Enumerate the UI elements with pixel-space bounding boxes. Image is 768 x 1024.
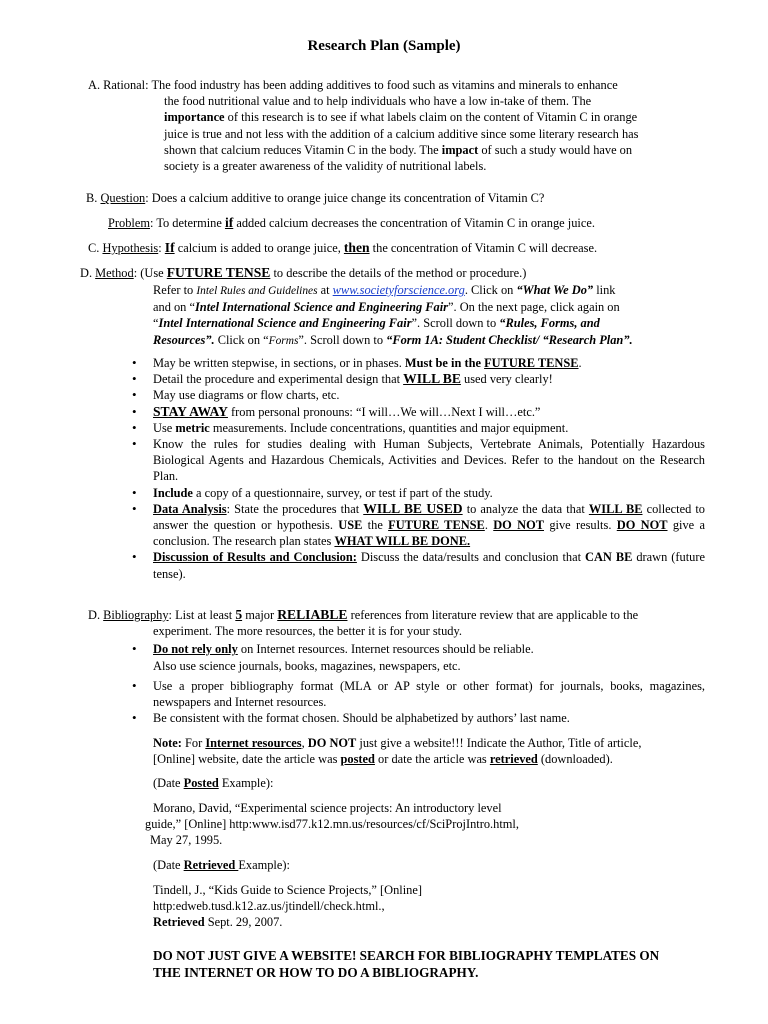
page-title: Research Plan (Sample)	[307, 38, 461, 54]
list-item	[130, 420, 705, 436]
refer-text: at	[317, 283, 333, 297]
list-item	[130, 404, 705, 420]
rational-text	[164, 142, 698, 158]
citation-line: Morano, David, “Experimental science projects: An introductory level	[153, 801, 502, 815]
hypothesis-text: :	[158, 241, 165, 255]
hypothesis-if-emphasis: If	[164, 240, 175, 255]
rational-text: society is a greater awareness of the validity of nutritional labels.	[164, 159, 487, 174]
list-item	[130, 678, 705, 710]
bullet-text: Discuss the data/results and conclusion that	[356, 550, 585, 565]
rational-label: A. Rational:	[88, 78, 152, 92]
bullet-emphasis: WILL BE USED	[363, 500, 463, 516]
bibliography-heading	[88, 607, 713, 623]
refer-text: . Click on	[464, 283, 517, 297]
refer-text: and on “	[153, 300, 195, 315]
method-prefix: D.	[80, 266, 96, 280]
retrieved-label: Retrieved	[153, 915, 205, 930]
question-label: Question	[100, 191, 146, 205]
refer-line	[153, 299, 705, 315]
method-text: to describe the details of the method or procedure.)	[270, 266, 527, 280]
intel-rules-text: Intel Rules and Guidelines	[196, 285, 318, 297]
bullet-text: Also use science journals, books, magazines, newspapers, etc.	[153, 659, 461, 673]
bibliography-prefix: D.	[88, 608, 104, 622]
future-tense-emphasis: FUTURE TENSE	[166, 265, 271, 280]
note-emphasis: retrieved	[489, 752, 538, 767]
list-item	[130, 355, 705, 371]
hypothesis-label: Hypothesis	[102, 241, 159, 255]
list-item	[130, 710, 705, 726]
note-text: just give a website!!! Indicate the Author, Title of article,	[356, 736, 642, 750]
note-text: (downloaded).	[537, 752, 613, 767]
bullet-text: May be written stepwise, in sections, or in phases.	[153, 356, 405, 370]
bullet-emphasis: WILL BE	[403, 371, 461, 387]
posted-example-heading	[153, 775, 713, 791]
rational-text: The food industry has been adding additives to food such as vitamins and minerals to enhance	[151, 78, 618, 92]
rational-text-part: shown that calcium reduces Vitamin C in the body. The	[164, 142, 442, 157]
example-heading-emphasis: Retrieved	[183, 858, 239, 872]
bullet-emphasis: FUTURE TENSE	[484, 356, 579, 370]
example-heading-text: Example):	[238, 858, 290, 872]
refer-text: ”. On the next page, click again on	[448, 300, 620, 315]
resources-emphasis: Resources”.	[153, 332, 215, 347]
bullet-emphasis: CAN BE	[585, 550, 633, 565]
isef-emphasis: Intel International Science and Engineering Fair	[158, 316, 412, 331]
bibliography-also-line	[153, 658, 713, 674]
rational-text-part: of this research is to see if what labels claim on the content of Vitamin C in orange	[224, 110, 638, 125]
bullet-text: Use	[153, 420, 176, 435]
question-section	[86, 190, 726, 206]
refer-text: link	[593, 283, 616, 297]
internet-note	[153, 735, 713, 767]
example-heading-text: (Date	[153, 858, 184, 872]
problem-text: added calcium decreases the concentration of Vitamin C in orange juice.	[233, 216, 595, 230]
method-refer-paragraph	[153, 282, 705, 349]
bullet-text: on Internet resources. Internet resources should be reliable.	[237, 642, 534, 656]
isef-emphasis: Intel International Science and Engineering Fair	[194, 300, 449, 315]
note-line	[153, 751, 713, 767]
bullet-text: Detail the procedure and experimental design that	[153, 372, 404, 387]
example-heading-text: Example):	[218, 776, 274, 790]
method-section	[80, 265, 720, 281]
question-text: : Does a calcium additive to orange juice change its concentration of Vitamin C?	[145, 191, 545, 205]
problem-label: Problem	[108, 216, 150, 230]
list-item	[130, 641, 705, 657]
example-heading-emphasis: Posted	[183, 776, 219, 790]
warning-line: DO NOT JUST GIVE A WEBSITE! SEARCH FOR BIBLIOGRAPHY TEMPLATES ON	[153, 948, 660, 963]
bullet-text: .	[578, 356, 582, 370]
rational-line-1	[88, 77, 698, 93]
bullet-text: a copy of a questionnaire, survey, or test if part of the study.	[192, 485, 493, 500]
bullet-text: : State the procedures that	[226, 501, 364, 516]
retrieved-example-heading	[153, 857, 713, 873]
bullet-text: .	[484, 518, 494, 533]
warning-line: THE INTERNET OR HOW TO DO A BIBLIOGRAPHY.	[153, 965, 479, 980]
bullet-emphasis: WILL BE	[588, 501, 643, 516]
retrieved-example-citation	[153, 882, 713, 931]
bibliography-text: major	[242, 608, 278, 622]
refer-text: “	[153, 316, 159, 331]
method-text: : (Use	[133, 266, 167, 280]
importance-emphasis: importance	[164, 110, 225, 125]
bullet-text: to analyze the data that	[462, 501, 589, 516]
rational-text	[164, 109, 698, 125]
bullet-text: drawn (future tense).	[153, 550, 705, 581]
bullet-text: May use diagrams or flow charts, etc.	[153, 388, 340, 403]
what-we-do-emphasis: “What We Do”	[516, 283, 594, 297]
bibliography-text: : List at least	[168, 608, 236, 622]
bibliography-bullet-list-2	[130, 678, 705, 727]
hypothesis-section	[88, 240, 728, 256]
bullet-emphasis: DO NOT	[493, 518, 544, 533]
bullet-text: measurements. Include concentrations, quantities and major equipment.	[209, 420, 569, 435]
rational-section	[88, 77, 698, 174]
rational-text-part: of such a study would have on	[478, 142, 633, 157]
example-heading-text: (Date	[153, 776, 184, 790]
note-emphasis: posted	[340, 752, 375, 767]
bibliography-text: references from literature review that are applicable to the	[347, 608, 639, 622]
bullet-emphasis: metric	[175, 420, 210, 435]
society-for-science-link[interactable]: www.societyforscience.org	[332, 283, 465, 297]
citation-line: guide,” [Online] http:www.isd77.k12.mn.us/resources/cf/SciProjIntro.html,	[145, 817, 519, 832]
refer-line	[153, 282, 705, 299]
note-text: ,	[301, 736, 308, 750]
rational-body	[88, 93, 698, 174]
note-emphasis: DO NOT	[307, 736, 357, 750]
bullet-text: give a conclusion. The research plan states	[153, 518, 705, 549]
bullet-emphasis: FUTURE TENSE	[388, 518, 485, 533]
method-heading	[80, 265, 720, 281]
bibliography-bullet-list	[130, 641, 705, 657]
refer-line	[153, 315, 705, 331]
bullet-text: give results.	[544, 518, 617, 533]
citation-line: May 27, 1995.	[150, 833, 223, 848]
list-item	[130, 485, 705, 501]
bullet-emphasis: Discussion of Results and Conclusion:	[153, 550, 357, 565]
bullet-emphasis: Data Analysis	[153, 501, 227, 516]
hypothesis-prefix: C.	[88, 241, 103, 255]
bullet-emphasis: WHAT WILL BE DONE.	[334, 534, 471, 549]
citation-line	[153, 914, 713, 930]
note-text: or date the article was	[374, 752, 490, 767]
bibliography-section	[88, 607, 713, 639]
list-item	[130, 501, 705, 550]
bullet-emphasis: Do not rely only	[153, 642, 238, 656]
citation-text: Sept. 29, 2007.	[204, 915, 283, 930]
method-bullet-list	[130, 355, 705, 582]
bibliography-text: experiment. The more resources, the better it is for your study.	[153, 624, 462, 639]
rational-text: the food nutritional value and to help individuals who have a low in-take of them. The	[164, 94, 592, 109]
bullet-emphasis: USE	[338, 518, 363, 533]
refer-text: Refer to	[153, 283, 197, 297]
citation-line: http:edweb.tusd.k12.az.us/jtindell/check.html.,	[153, 899, 385, 914]
list-item	[130, 387, 705, 403]
bullet-text: used very clearly!	[460, 372, 553, 387]
list-item	[130, 436, 705, 485]
method-label: Method	[95, 266, 134, 280]
bullet-text: from personal pronouns: “I will…We will…Next I will…etc.”	[227, 404, 541, 419]
refer-line	[153, 332, 705, 349]
bullet-emphasis: DO NOT	[616, 518, 668, 533]
problem-section	[108, 215, 748, 231]
list-item	[130, 371, 705, 387]
note-text: [Online] website, date the article was	[153, 752, 341, 767]
refer-text: ”. Scroll down to	[298, 332, 387, 347]
bullet-emphasis: STAY AWAY	[153, 403, 228, 419]
bullet-text: Know the rules for studies dealing with Human Subjects, Vertebrate Animals, Potentially Hazardous Biological Agents and Hazardous Chemicals, Activities and Devices. Refer to the handout on the Research Plan.	[153, 437, 705, 484]
note-line	[153, 735, 713, 751]
hypothesis-then-emphasis: then	[343, 240, 370, 255]
final-warning	[153, 947, 733, 981]
list-item	[130, 549, 705, 581]
refer-text: Click on “	[214, 332, 269, 347]
bibliography-label: Bibliography	[103, 608, 169, 622]
bullet-text: Be consistent with the format chosen. Should be alphabetized by authors’ last name.	[153, 711, 570, 726]
citation-line: Tindell, J., “Kids Guide to Science Projects,” [Online]	[153, 883, 422, 897]
bullet-text: Use a proper bibliography format (MLA or AP style or other format) for journals, books, magazines, newspapers and Internet resources.	[153, 679, 705, 710]
impact-emphasis: impact	[441, 142, 479, 157]
form-1a-emphasis: “Form 1A: Student Checklist/ “Research Plan”.	[386, 332, 633, 347]
forms-text: Forms	[268, 334, 299, 347]
refer-text: ”. Scroll down to	[411, 316, 500, 331]
hypothesis-text: the concentration of Vitamin C will decrease.	[369, 241, 598, 255]
note-emphasis: Internet resources	[205, 736, 302, 750]
rules-forms-emphasis: “Rules, Forms, and	[499, 316, 600, 331]
five-emphasis: 5	[235, 607, 243, 622]
question-prefix: B.	[86, 191, 101, 205]
note-label: Note:	[153, 736, 182, 750]
bullet-text: the	[362, 518, 389, 533]
reliable-emphasis: RELIABLE	[277, 607, 348, 622]
problem-if-emphasis: if	[224, 215, 234, 230]
bullet-emphasis: Must be in the	[404, 356, 485, 370]
note-text: For	[181, 736, 206, 750]
bullet-emphasis: Include	[153, 485, 193, 500]
bullet-text: collected to answer the question or hypothesis.	[153, 501, 705, 533]
problem-text: : To determine	[150, 216, 225, 230]
hypothesis-text: calcium is added to orange juice,	[174, 241, 344, 255]
posted-example-citation	[145, 800, 720, 849]
rational-text: juice is true and not less with the addition of a calcium additive since some literary research has	[164, 126, 639, 141]
